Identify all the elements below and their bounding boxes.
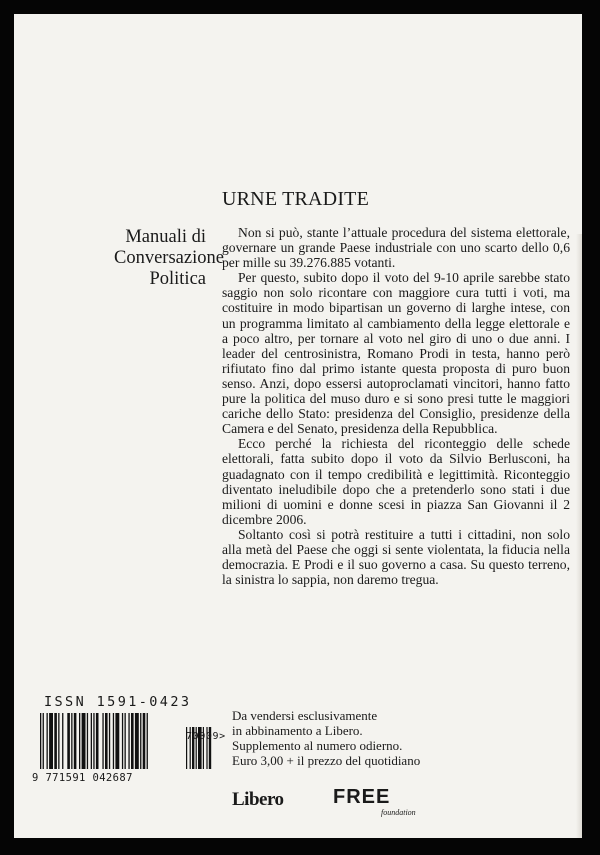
barcode-icon: [40, 713, 220, 771]
series-name: [114, 227, 224, 290]
sale-info: [232, 708, 420, 768]
sale-info-line: Euro 3,00 + il prezzo del quotidiano: [232, 753, 421, 768]
book-title: URNE TRADITE: [222, 188, 370, 210]
back-cover: [14, 14, 582, 838]
free-logo: FREE: [333, 786, 391, 808]
blurb-paragraph: Ecco perché la richiesta del riconteggio delle schede elettorali, fatta subito dopo il voto da Silvio Berlusconi, ha guadagnato con il tempo credibilità e legittimità. Riconteggio diventato ineludibile dopo che a pretenderlo sono stati i due milioni di uomini e donne scesi in piazza San Giovanni il 2 dicembre 2006.: [222, 436, 570, 527]
series-line: Politica: [149, 269, 206, 289]
blurb-paragraph: Non si può, stante l’attuale procedura del sistema elettorale, governare un grande Paese industriale con uno scarto dello 0,6 per mille su 39.276.885 votanti.: [222, 225, 570, 271]
series-line: Conversazione: [114, 248, 224, 268]
barcode-digits: 9 771591 042687: [32, 772, 133, 784]
page-edge-shadow: [576, 234, 582, 838]
blurb-paragraph: Per questo, subito dopo il voto del 9-10 aprile sarebbe stato saggio non solo ricontare con maggiore cura tutti i voti, ma costituire in modo bipartisan un governo di larghe intese, con un programma limitato al cambiamento della legge elettorale e a poco altro, per tornare al voto nel giro di uno o due anni. I leader del centrosinistra, Romano Prodi in testa, hanno però rifiutato fino dal primo istante questa proposta di puro buon senso. Anzi, dopo essersi autoproclamati vincitori, hanno fatto pure la politica del muso duro e si sono presi tutte le maggiori cariche dello Stato: presidenza del Consiglio, presidenze della Camera e del Senato, presidenza della Repubblica.: [222, 270, 570, 437]
sale-info-line: Supplemento al numero odierno.: [232, 738, 403, 753]
libero-logo: Libero: [232, 789, 284, 810]
sale-info-line: Da vendersi esclusivamente: [232, 708, 378, 723]
blurb-paragraph: Soltanto così si potrà restituire a tutti i cittadini, non solo alla metà del Paese che oggi si sente violentata, la fiducia nella democrazia. E Prodi e il suo governo a casa. Su questo terreno, la sinistra lo sappia, non daremo tregua.: [222, 526, 570, 588]
issn-label: ISSN 1591-0423: [44, 694, 192, 710]
free-logo-subtitle: foundation: [381, 808, 416, 817]
barcode-block: [30, 694, 226, 790]
barcode-addon: 70009>: [186, 731, 226, 742]
sale-info-line: in abbinamento a Libero.: [232, 723, 363, 738]
series-line: Manuali di: [125, 227, 206, 247]
blurb-text: [222, 225, 570, 587]
